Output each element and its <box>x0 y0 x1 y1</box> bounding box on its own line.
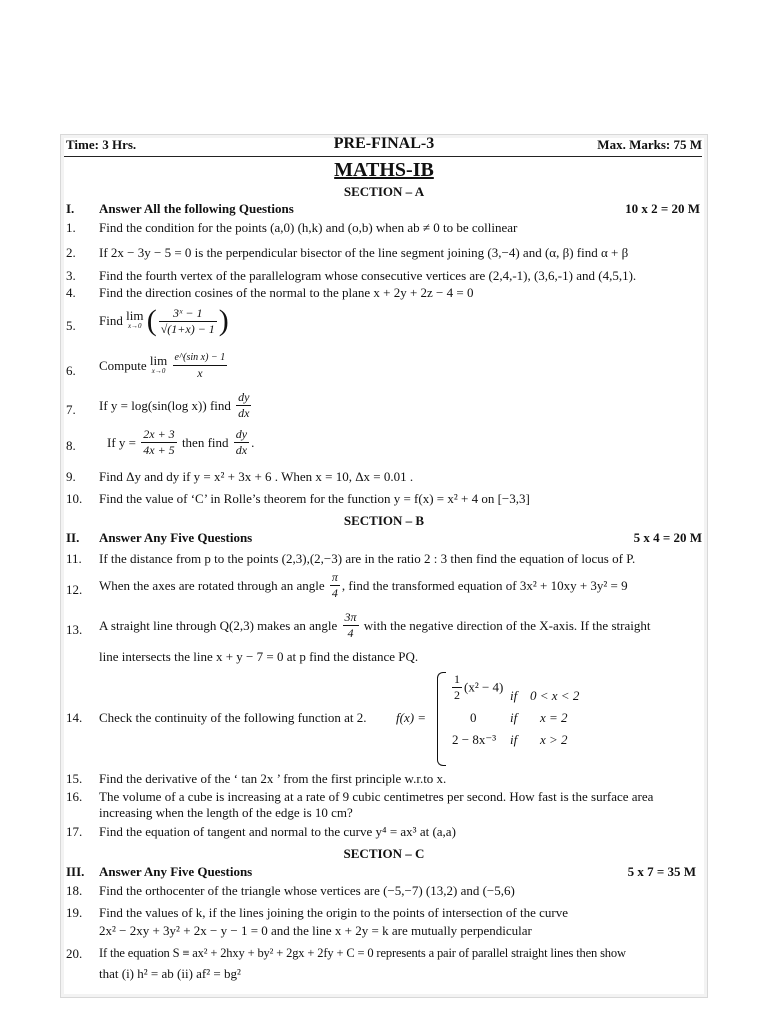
section-a-instruction: Answer All the following Questions <box>99 201 294 216</box>
q14-piecewise-brace <box>437 672 446 766</box>
section-c-title: SECTION – C <box>343 846 425 861</box>
question-12 <box>99 570 628 601</box>
q12-text: When the axes are rotated through an angle <box>99 577 325 593</box>
q14-piece-3-if: if <box>510 732 518 747</box>
question-number: 8. <box>66 438 76 453</box>
q8-period: . <box>251 434 255 450</box>
q14-piece-1 <box>450 672 503 703</box>
question-3: Find the fourth vertex of the parallelogram whose consecutive vertices are (2,4,-1), (3,6,-1) and (4,5,1). <box>99 268 637 283</box>
question-19: Find the values of k, if the lines joining the origin to the points of intersection of the curve <box>99 905 568 920</box>
q14-piece-2-if: if <box>510 710 518 725</box>
question-number: 16. <box>66 789 83 804</box>
section-b-instruction: Answer Any Five Questions <box>99 530 253 545</box>
question-number: 20. <box>66 946 83 961</box>
question-15: Find the derivative of the ‘ tan 2x ’ from the first principle w.r.to x. <box>99 771 447 786</box>
q14-piece-1-cond: 0 < x < 2 <box>530 688 580 703</box>
question-number: 12. <box>66 582 83 597</box>
question-number: 1. <box>66 220 76 235</box>
q12-text-end: , find the transformed equation of 3x² + 10xy + 3y² = 9 <box>341 577 628 593</box>
question-11: If the distance from p to the points (2,3),(2,−3) are in the ratio 2 : 3 then find the equation of locus of P. <box>99 551 636 566</box>
question-10: Find the value of ‘C’ in Rolle’s theorem for the function y = f(x) = x² + 4 on [−3,3] <box>99 491 530 506</box>
question-13-line2: line intersects the line x + y − 7 = 0 at p find the distance PQ. <box>99 649 419 664</box>
question-16: The volume of a cube is increasing at a rate of 9 cubic centimetres per second. How fast is the surface area <box>99 789 654 804</box>
exam-title: PRE-FINAL-3 <box>333 135 435 152</box>
question-number: 9. <box>66 469 76 484</box>
question-17: Find the equation of tangent and normal to the curve y⁴ = ax³ at (a,a) <box>99 824 456 839</box>
question-number: 19. <box>66 905 83 920</box>
q14-piece-2-cond: x = 2 <box>540 710 568 725</box>
q13-text-end: with the negative direction of the X-axis. If the straight <box>363 617 651 633</box>
question-16-line2: increasing when the length of the edge is 10 cm? <box>99 805 353 820</box>
q13-angle: $\frac{3\pi}{4}$ <box>344 610 357 640</box>
question-number: 17. <box>66 824 83 839</box>
q5-find-text: Find <box>99 313 123 328</box>
question-2: If 2x − 3y − 5 = 0 is the perpendicular bisector of the line segment joining (3,−4) and (α, β) find α + β <box>99 245 629 260</box>
section-c-marks: 5 x 7 = 35 M <box>627 864 696 879</box>
q13-text: A straight line through Q(2,3) makes an angle <box>99 617 338 633</box>
question-number: 18. <box>66 883 83 898</box>
question-9: Find Δy and dy if y = x² + 3x + 6 . When x = 10, Δx = 0.01 . <box>99 469 414 484</box>
question-number: 10. <box>66 491 83 506</box>
q8-mid-text: then find <box>181 434 229 450</box>
q7-derivative: $\frac{dy}{dx}$ <box>238 390 250 420</box>
section-b-title: SECTION – B <box>343 513 425 528</box>
subject-title: MATHS-IB <box>334 159 434 181</box>
question-6 <box>99 350 229 381</box>
max-marks-label: Max. Marks: 75 M <box>597 137 702 152</box>
question-5: Find lim x→0 ( $\frac{\text{3ˣ − 1}}{√(1+x) - 1}$ ) <box>99 304 229 337</box>
question-18: Find the orthocenter of the triangle whose vertices are (−5,−7) (13,2) and (−5,6) <box>99 883 515 898</box>
section-c-instruction: Answer Any Five Questions <box>99 864 253 879</box>
q7-text: If y = log(sin(log x)) find <box>99 397 231 413</box>
section-b-marks: 5 x 4 = 20 M <box>633 530 702 545</box>
q6-compute-text: Compute <box>99 357 147 373</box>
question-4: Find the direction cosines of the normal to the plane x + 2y + 2z − 4 = 0 <box>99 285 474 300</box>
question-number: 5. <box>66 318 76 333</box>
question-14: Check the continuity of the following function at 2. <box>99 710 367 725</box>
question-number: 6. <box>66 363 76 378</box>
q14-piece-1-expr: (x² − 4) <box>464 679 504 695</box>
section-a-marks: 10 x 2 = 20 M <box>625 201 700 216</box>
question-19-line2: 2x² − 2xy + 3y² + 2x − y − 1 = 0 and the line x + 2y = k are mutually perpendicular <box>99 923 532 938</box>
section-a-title: SECTION – A <box>343 184 425 199</box>
section-a-roman: I. <box>66 201 75 216</box>
q14-function-label: f(x) = <box>396 710 427 725</box>
question-20: If the equation S ≡ ax² + 2hxy + by² + 2gx + 2fy + C = 0 represents a pair of parallel straight lines then show <box>99 946 626 960</box>
question-1: Find the condition for the points (a,0) (h,k) and (o,b) when ab ≠ 0 to be collinear <box>99 220 518 235</box>
q14-piece-1-if: if <box>510 688 518 703</box>
q6-fraction: $\frac{\text{e\textasciicircum{}(sin x) − 1}}{x}$ <box>174 352 226 380</box>
section-b-roman: II. <box>66 530 80 545</box>
question-number: 11. <box>66 551 82 566</box>
question-number: 3. <box>66 268 76 283</box>
q8-derivative: $\frac{dy}{dx}$ <box>235 427 248 457</box>
question-number: 4. <box>66 285 76 300</box>
q8-text: If y = <box>107 434 136 450</box>
question-number: 7. <box>66 402 76 417</box>
q12-angle: $\frac{\pi}{4}$ <box>331 570 338 600</box>
q5-limit: lim x→0 <box>126 308 144 330</box>
q14-piece-3-cond: x > 2 <box>540 732 568 747</box>
q14-half: $\frac{1}{2}$ <box>454 672 460 702</box>
section-c-roman: III. <box>66 864 85 879</box>
question-number: 13. <box>66 622 83 637</box>
q6-limit: lim x→0 <box>149 352 168 375</box>
question-number: 14. <box>66 710 83 725</box>
question-8 <box>107 427 254 458</box>
question-13 <box>99 610 650 641</box>
question-20-line2: that (i) h² = ab (ii) af² = bg² <box>99 966 241 981</box>
time-label: Time: 3 Hrs. <box>66 137 137 152</box>
header-rule <box>64 156 702 157</box>
q5-fraction: $\frac{\text{3ˣ − 1}}{√(1+x) - 1}$ <box>160 305 215 336</box>
question-number: 2. <box>66 245 76 260</box>
q8-fraction: $\frac{2x + 3}{4x + 5}$ <box>143 427 175 457</box>
question-number: 15. <box>66 771 83 786</box>
q14-piece-2-expr: 0 <box>470 710 477 725</box>
q14-piece-3-expr: 2 − 8x⁻³ <box>452 732 497 747</box>
question-7 <box>99 390 253 421</box>
